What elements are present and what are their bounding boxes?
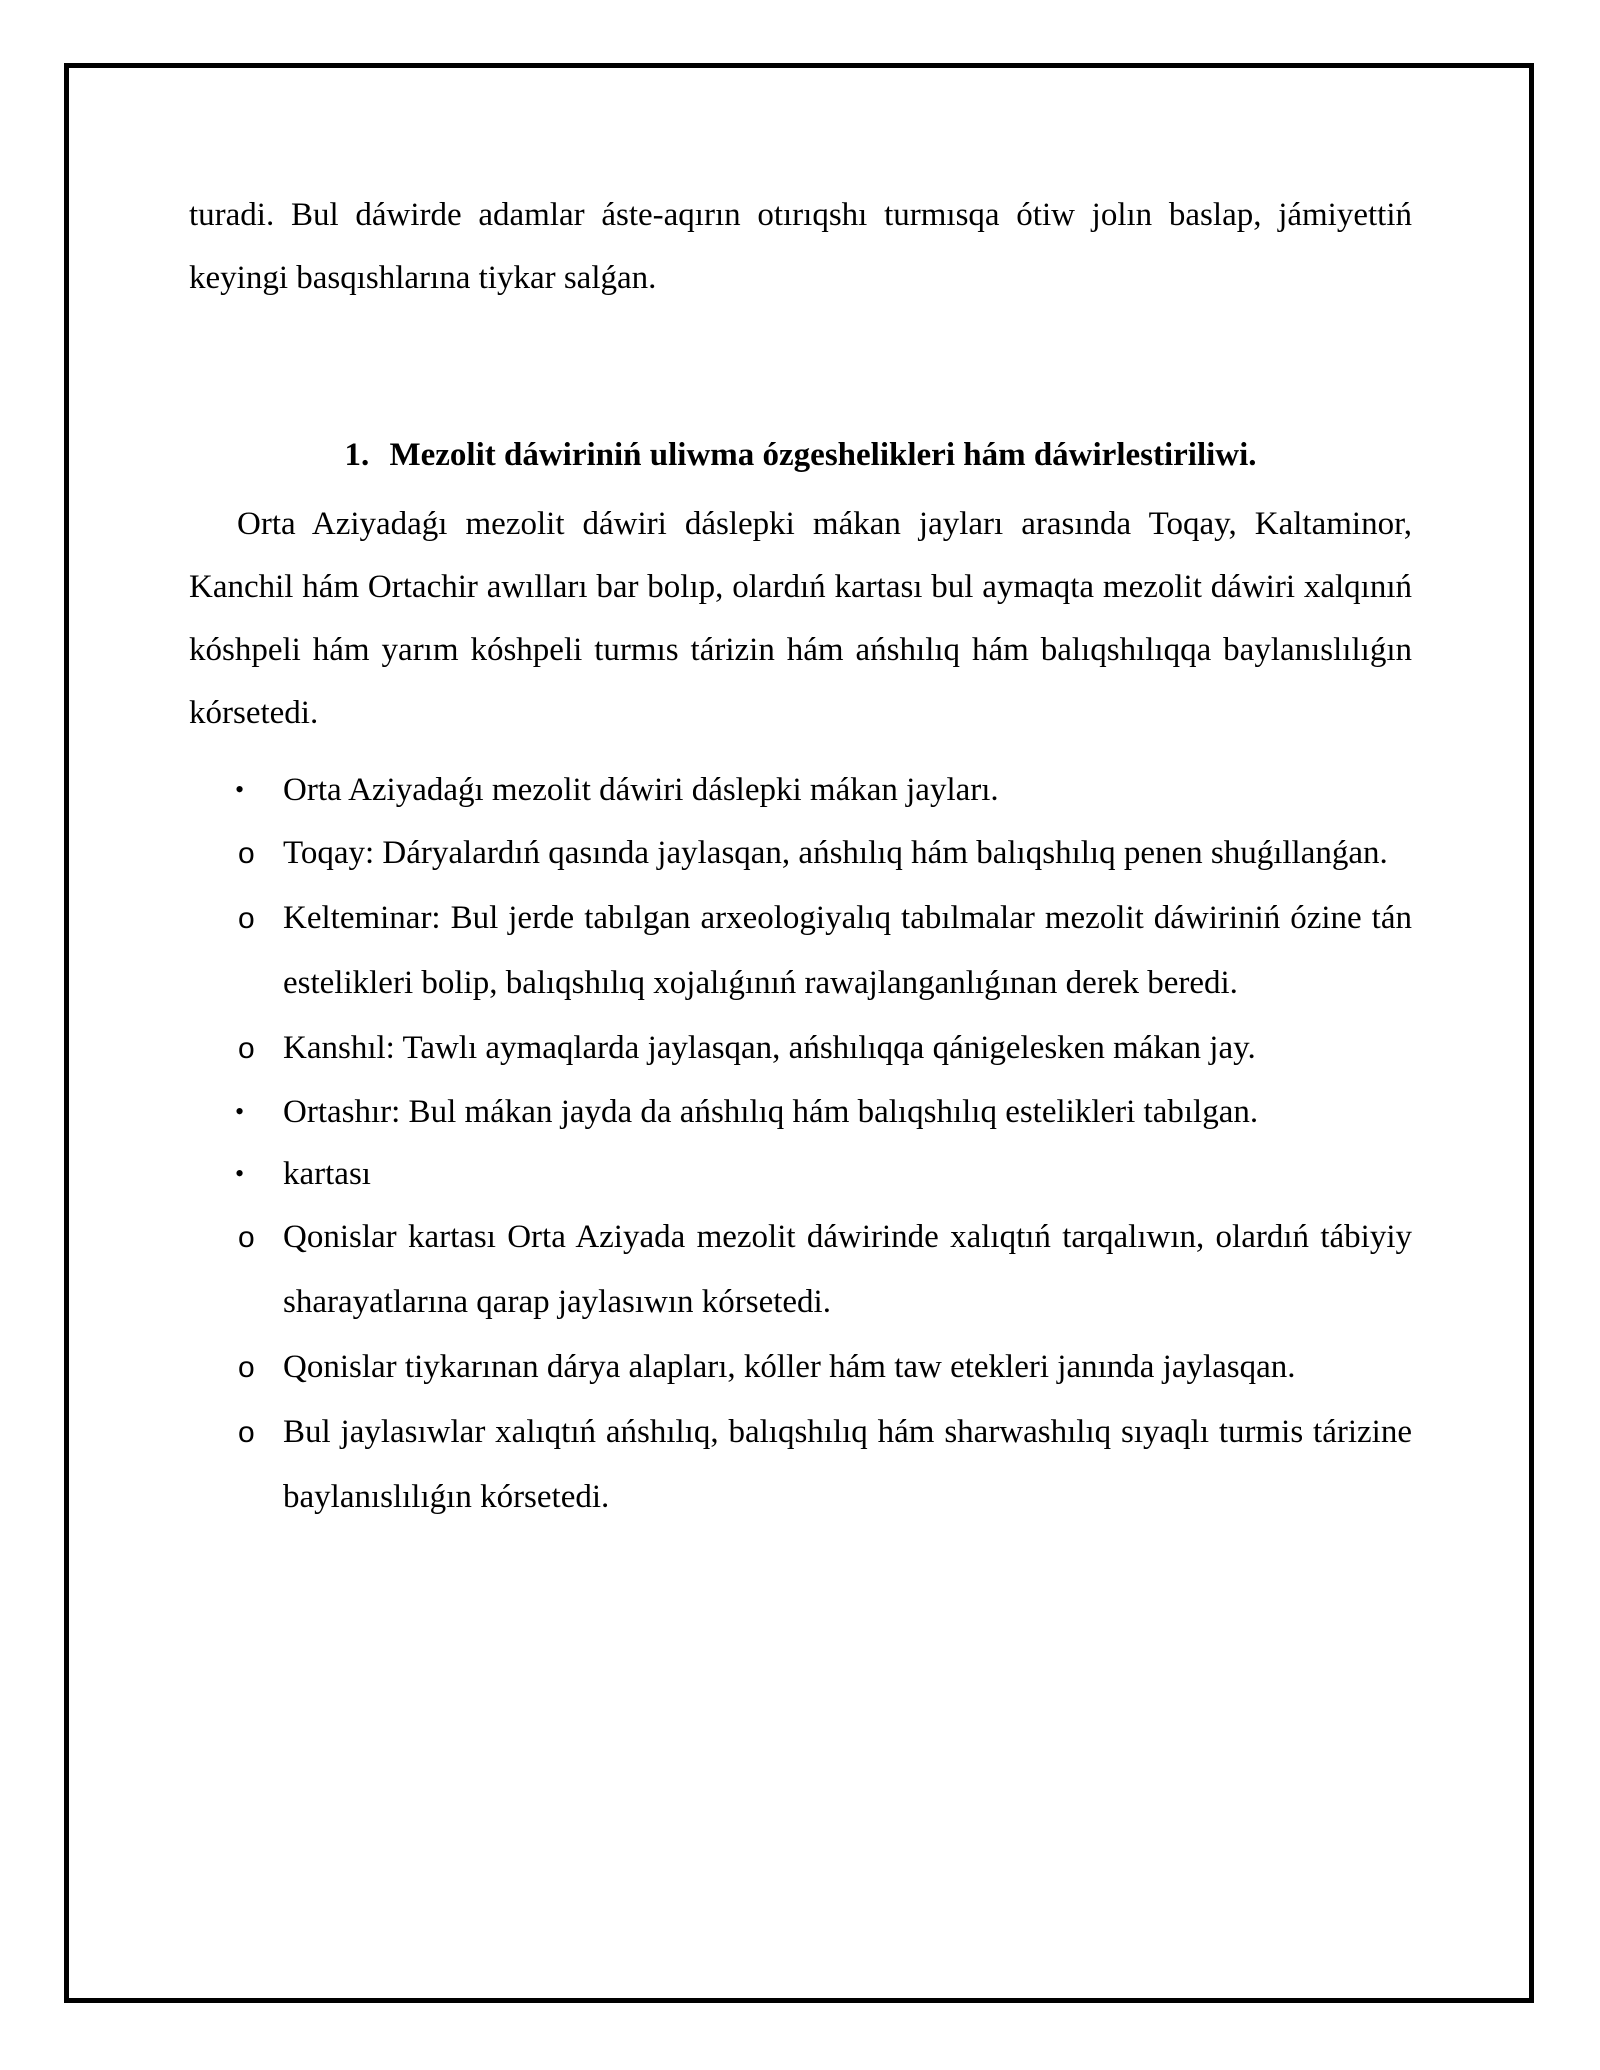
- sub-list-item-text: Qonislar tiykarınan dárya alapları, kóller hám taw etekleri janında jaylasqan.: [283, 1349, 1296, 1385]
- section-title: Mezolit dáwiriniń uliwma ózgeshelikleri hám dáwirlestiriliwi.: [389, 437, 1257, 473]
- sub-list-item: [238, 1205, 1412, 1335]
- sub-list-item-text: Bul jaylasıwlar xalıqtıń ańshılıq, balıqshılıq hám sharwashılıq sıyaqlı turmis tárizine baylanıslılıǵın kórsetedi.: [283, 1414, 1412, 1515]
- bullet-dot-icon: •: [235, 1097, 245, 1126]
- sub-list-item-text: Qonislar kartası Orta Aziyada mezolit dáwirinde xalıqtıń tarqalıwın, olardıń tábiyiy sharayatlarına qarap jaylasıwın kórsetedi.: [283, 1219, 1412, 1320]
- bullet-circle-icon: o: [238, 1221, 255, 1254]
- bullet-circle-icon: o: [238, 1416, 255, 1449]
- bullet-dot-icon: •: [235, 775, 245, 804]
- sub-list-item-text: Toqay: Dáryalardıń qasında jaylasqan, ańshılıq hám balıqshılıq penen shuǵıllanǵan.: [283, 835, 1388, 871]
- list-item-text: kartası: [283, 1156, 371, 1192]
- section-heading: [189, 430, 1412, 480]
- sub-list-item-text: Kelteminar: Bul jerde tabılgan arxeologiyalıq tabılmalar mezolit dáwiriniń ózine tán estelikleri bolip, balıqshılıq xojalıǵınıń rawajlanganlıǵınan derek beredi.: [283, 900, 1412, 1001]
- list-item: [189, 1143, 1412, 1530]
- list-item-text: Ortashır: Bul mákan jayda da ańshılıq hám balıqshılıq estelikleri tabılgan.: [283, 1094, 1259, 1130]
- list-item-text: Orta Aziyadaǵı mezolit dáwiri dáslepki mákan jayları.: [283, 772, 999, 808]
- intro-paragraph: turadi. Bul dáwirde adamlar áste-aqırın otırıqshı turmısqa ótiw jolın baslap, jámiyettiń keyingi basqıshlarına tiykar salǵan.: [189, 197, 1412, 296]
- section-number: 1.: [344, 437, 370, 473]
- bullet-list: [189, 759, 1412, 1530]
- sub-list: [189, 1205, 1412, 1530]
- sub-list-item: [238, 1016, 1412, 1081]
- sub-list: [189, 821, 1412, 1081]
- sub-list-item-text: Kanshıl: Tawlı aymaqlarda jaylasqan, ańshılıqqa qánigelesken mákan jay.: [283, 1030, 1256, 1066]
- sub-list-item: [238, 1400, 1412, 1530]
- list-item: [189, 759, 1412, 1081]
- sub-list-item: [238, 821, 1412, 886]
- bullet-dot-icon: •: [235, 1159, 245, 1188]
- list-item: [189, 1081, 1412, 1143]
- sub-list-item: [238, 886, 1412, 1016]
- sub-list-item: [238, 1335, 1412, 1400]
- bullet-circle-icon: o: [238, 837, 255, 870]
- document-page-content: [189, 184, 1412, 1530]
- bullet-circle-icon: o: [238, 1032, 255, 1065]
- body-paragraph: Orta Aziyadaǵı mezolit dáwiri dáslepki mákan jayları arasında Toqay, Kaltaminor, Kanchil hám Ortachir awılları bar bolıp, olardıń kartası bul aymaqta mezolit dáwiri xalqınıń kóshpeli hám yarım kóshpeli turmıs tárizin hám ańshılıq hám balıqshılıqqa baylanıslılıǵın kórsetedi.: [189, 506, 1412, 731]
- bullet-circle-icon: o: [238, 1351, 255, 1384]
- bullet-circle-icon: o: [238, 902, 255, 935]
